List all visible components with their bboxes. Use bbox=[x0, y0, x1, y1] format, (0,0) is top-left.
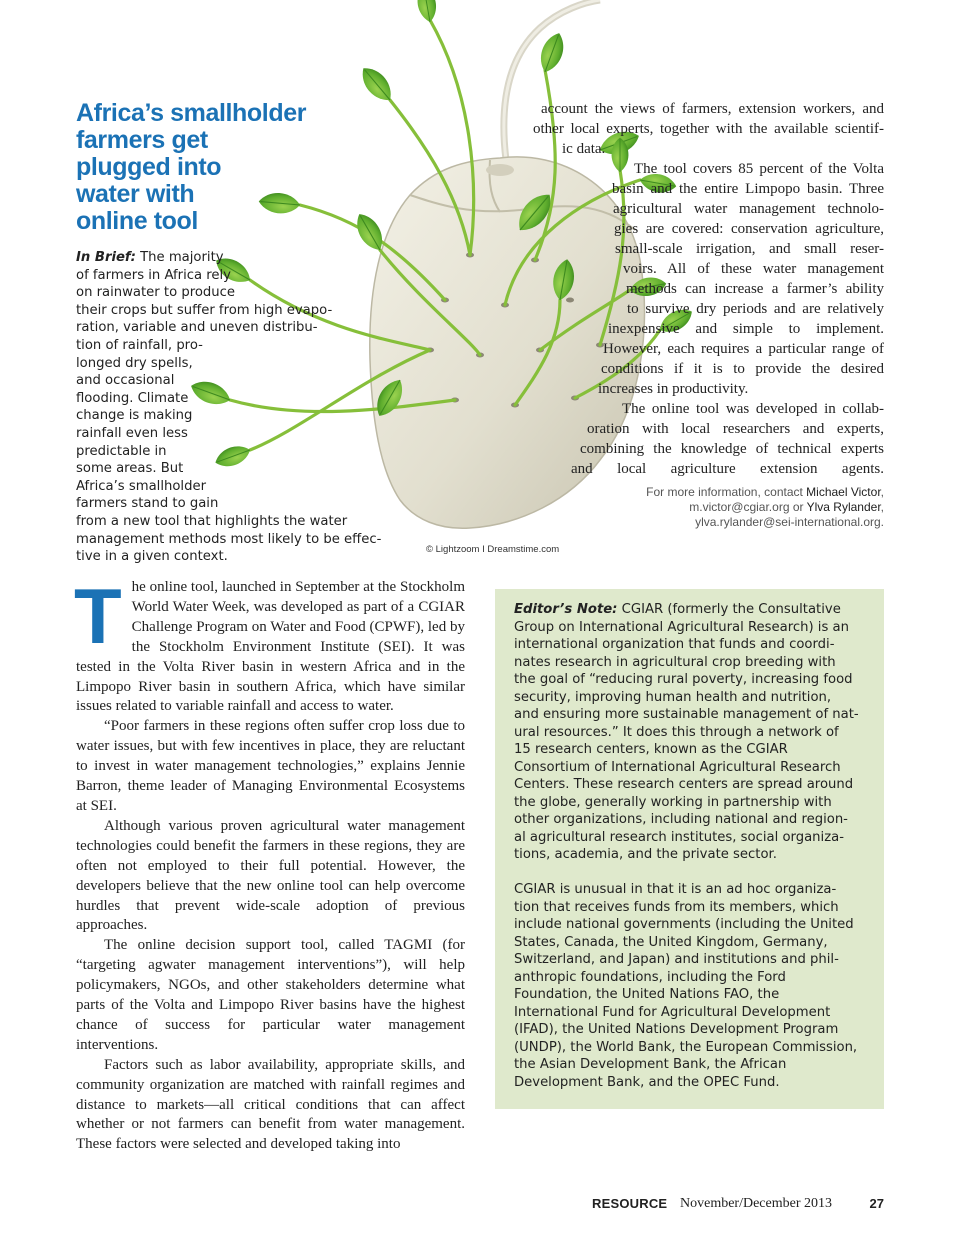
in-brief-label: In Brief: bbox=[76, 250, 136, 265]
brief-line: flooding. Climate bbox=[76, 390, 189, 406]
brief-line: of farmers in Africa rely bbox=[76, 267, 231, 283]
right-text-line: agricultural water management technolo- bbox=[613, 201, 884, 217]
brief-line: some areas. But bbox=[76, 461, 184, 477]
right-text-line: oration with local researchers and experts, bbox=[587, 421, 884, 437]
brief-line: on rainwater to produce bbox=[76, 285, 236, 301]
note-line: anthropic foundations, including the Ford bbox=[514, 969, 786, 985]
note-line: the globe, generally working in partnership with bbox=[514, 794, 832, 810]
note-line: CGIAR is unusual in that it is an ad hoc organiza- bbox=[514, 882, 837, 897]
note-line: tion that receives funds from its members, which bbox=[514, 899, 839, 915]
note-line: Group on International Agricultural Research) is an bbox=[514, 619, 849, 635]
editors-note-box: Editor’s Note: CGIAR (formerly the Consultative Group on International Agricultural Research) is an international organization that funds and coordi- nates research in agricultural crop breeding with the goal of “reducing rural poverty, increasing food security, improving human health and nutrition, and ensuring more sustainable management of nat- ural resources.” It does this through a network of 15 research centers, known as the CGIAR Consortium of International Agricultural Research Centers. These research centers are spread around the globe, generally working in partnership with other organizations, including national and region- al agricultural research institutes, social organiza- tions, academia, and the private sector. CGIAR is unusual in that it is an ad hoc organiza- tion that receives funds from its members, which include national governments (including the United States, Canada, the United Kingdom, Germany, Switzerland, and Japan) and institutions and phil- anthropic foundations, including the Ford Foundation, the United Nations FAO, the International Fund for Agricultural Development (IFAD), the United Nations Development Program (UNDP), the World Bank, the European Commission, the Asian Development Bank, the African Development Bank, and the OPEC Fund. bbox=[495, 589, 884, 1109]
page-number: 27 bbox=[869, 1196, 884, 1211]
note-line: ural resources.” It does this through a network of bbox=[514, 724, 839, 740]
note-line: 15 research centers, known as the CGIAR bbox=[514, 742, 788, 757]
brief-line: longed dry spells, bbox=[76, 355, 193, 371]
brief-line: and occasional bbox=[76, 373, 175, 389]
right-text-line: increases in productivity. bbox=[598, 381, 749, 397]
note-line: nates research in agricultural crop breeding with bbox=[514, 654, 836, 670]
right-text-line: to survive dry periods and are relatively bbox=[627, 301, 884, 317]
right-text-line: methods can increase a farmer’s ability bbox=[626, 281, 884, 297]
note-line: al agricultural research institutes, social organiza- bbox=[514, 829, 844, 845]
title-line: plugged into bbox=[76, 153, 222, 181]
note-line: international organization that funds and coordi- bbox=[514, 637, 835, 652]
right-text-line: basin and the entire Limpopo basin. Three bbox=[612, 181, 884, 197]
contact-email[interactable]: m.victor@cgiar.org or bbox=[689, 500, 807, 514]
note-line: Centers. These research centers are spread around bbox=[514, 777, 854, 792]
brief-line: tive in a given context. bbox=[76, 549, 228, 565]
note-line: security, improving human health and nutrition, bbox=[514, 689, 832, 705]
brief-line: management methods most likely to be effec- bbox=[76, 531, 382, 547]
right-text-line: inexpensive and simple to implement. bbox=[608, 321, 884, 337]
contact-name: Michael Victor bbox=[806, 485, 881, 499]
brief-line: from a new tool that highlights the water bbox=[76, 513, 348, 529]
body-paragraph: “Poor farmers in these regions often suffer crop loss due to water issues, but with few incentives in place, they are reluctant to invest in water management technologies,” explains Jennie Barron, theme leader of Managing Environmental Ecosystems at SEI. bbox=[76, 718, 465, 814]
note-line: and ensuring more sustainable management of nat- bbox=[514, 707, 859, 722]
brief-line: rainfall even less bbox=[76, 425, 188, 441]
article-body bbox=[74, 572, 465, 1155]
brief-line: change is making bbox=[76, 408, 193, 424]
right-text-line: ic data. bbox=[562, 141, 606, 157]
note-line: Foundation, the United Nations FAO, the bbox=[514, 987, 780, 1002]
contact-info: For more information, contact Michael Victor, m.victor@cgiar.org or Ylva Rylander, ylva.rylander@sei-international.org. bbox=[646, 485, 884, 529]
drop-cap: T bbox=[74, 572, 122, 660]
note-line: Switzerland, and Japan) and institutions and phil- bbox=[514, 952, 839, 967]
body-paragraph: The online tool, launched in September at the Stockholm World Water Week, was developed as part of a CGIAR Challenge Program on Water and Food (CPWF), led by the Stockholm Environment Institute (SEI). It was tested in the Volta River basin in western Africa and in the Limpopo River basin in southern Africa, which have similar issues related to variable rainfall and access to water. bbox=[74, 572, 465, 715]
right-text-line: conditions if it is to provide the desired bbox=[601, 361, 884, 377]
brief-line: farmers stand to gain bbox=[76, 496, 219, 512]
brief-line: predictable in bbox=[76, 443, 167, 459]
brief-line: Africa’s smallholder bbox=[76, 478, 206, 494]
right-text-line: The tool covers 85 percent of the Volta bbox=[634, 161, 884, 177]
issue-date: November/December 2013 bbox=[680, 1196, 832, 1211]
article-title bbox=[76, 100, 316, 235]
magazine-name: RESOURCE bbox=[592, 1196, 668, 1211]
right-text-line: small-scale irrigation, and small reser- bbox=[615, 241, 884, 257]
title-line: water with bbox=[76, 180, 195, 208]
note-line: International Fund for Agricultural Development bbox=[514, 1004, 831, 1020]
page-footer bbox=[592, 1196, 884, 1214]
title-line: farmers get bbox=[76, 126, 208, 154]
note-line: the Asian Development Bank, the African bbox=[514, 1057, 787, 1072]
body-paragraph: Although various proven agricultural water management technologies could benefit the farmers in these regions, they are often not employed to their full potential. However, the developers believe that the new online tool can help overcome hurdles that prevent wide-scale adoption of previous approaches. bbox=[76, 817, 465, 934]
brief-line: their crops but suffer from high evapo- bbox=[76, 302, 333, 318]
right-text-line: account the views of farmers, extension workers, and bbox=[541, 101, 884, 117]
contact-email[interactable]: ylva.rylander@sei-international.org. bbox=[695, 515, 884, 529]
note-line: States, Canada, the United Kingdom, Germany, bbox=[514, 934, 828, 950]
right-text-line: combining the knowledge of technical experts bbox=[580, 441, 884, 457]
note-line: (UNDP), the World Bank, the European Commission, bbox=[514, 1039, 858, 1055]
body-paragraph: The online decision support tool, called TAGMI (for “targeting agwater management interventions”), will help policymakers, NGOs, and other stakeholders determine what parts of the Volta and Limpopo River basins have the highest chance of success for particular water management interventions. bbox=[76, 937, 465, 1053]
note-line: the goal of “reducing rural poverty, increasing food bbox=[514, 672, 853, 687]
right-text-line: However, each requires a particular range of bbox=[603, 341, 884, 357]
in-brief-summary: In Brief: The majority of farmers in Africa rely on rainwater to produce their crops but suffer from high evapo- ration, variable and uneven distribu- tion of rainfall, pro- longed dry spells, and occasional flooding. Climate change is making rainfall even less predictable in some areas. But Africa’s smallholder farmers stand to gain from a new tool that highlights the water management methods most likely to be effec- tive in a given context. bbox=[76, 249, 406, 566]
right-text-line: other local experts, together with the available scientif- bbox=[533, 121, 884, 137]
note-line: include national governments (including the United bbox=[514, 917, 854, 932]
brief-line: tion of rainfall, pro- bbox=[76, 337, 203, 353]
brief-line: ration, variable and uneven distribu- bbox=[76, 320, 318, 336]
right-text-line: and local agriculture extension agents. bbox=[571, 461, 884, 477]
photo-credit: © Lightzoom I Dreamstime.com bbox=[426, 544, 560, 555]
right-text-line: gies are covered: conservation agriculture, bbox=[614, 221, 884, 237]
note-line: (IFAD), the United Nations Development Program bbox=[514, 1022, 839, 1037]
editors-note-label: Editor’s Note: bbox=[514, 602, 618, 617]
note-line: tions, academia, and the private sector. bbox=[514, 847, 777, 862]
note-line: other organizations, including national and region- bbox=[514, 812, 848, 827]
note-line: Consortium of International Agricultural Research bbox=[514, 759, 841, 775]
title-line: Africa’s smallholder bbox=[76, 99, 307, 127]
body-paragraph: Factors such as labor availability, appropriate skills, and community organization are matched with rainfall regimes and distance to markets—all critical conditions that can affect whether or not farmers can benefit from water management. These factors were selected and developed taking into bbox=[76, 1056, 465, 1153]
right-text-line: The online tool was developed in collab- bbox=[622, 401, 884, 417]
note-line: Development Bank, and the OPEC Fund. bbox=[514, 1074, 780, 1090]
contact-name: Ylva Rylander bbox=[806, 500, 881, 514]
title-line: online tool bbox=[76, 207, 198, 235]
right-text-line: voirs. All of these water management bbox=[623, 261, 884, 277]
